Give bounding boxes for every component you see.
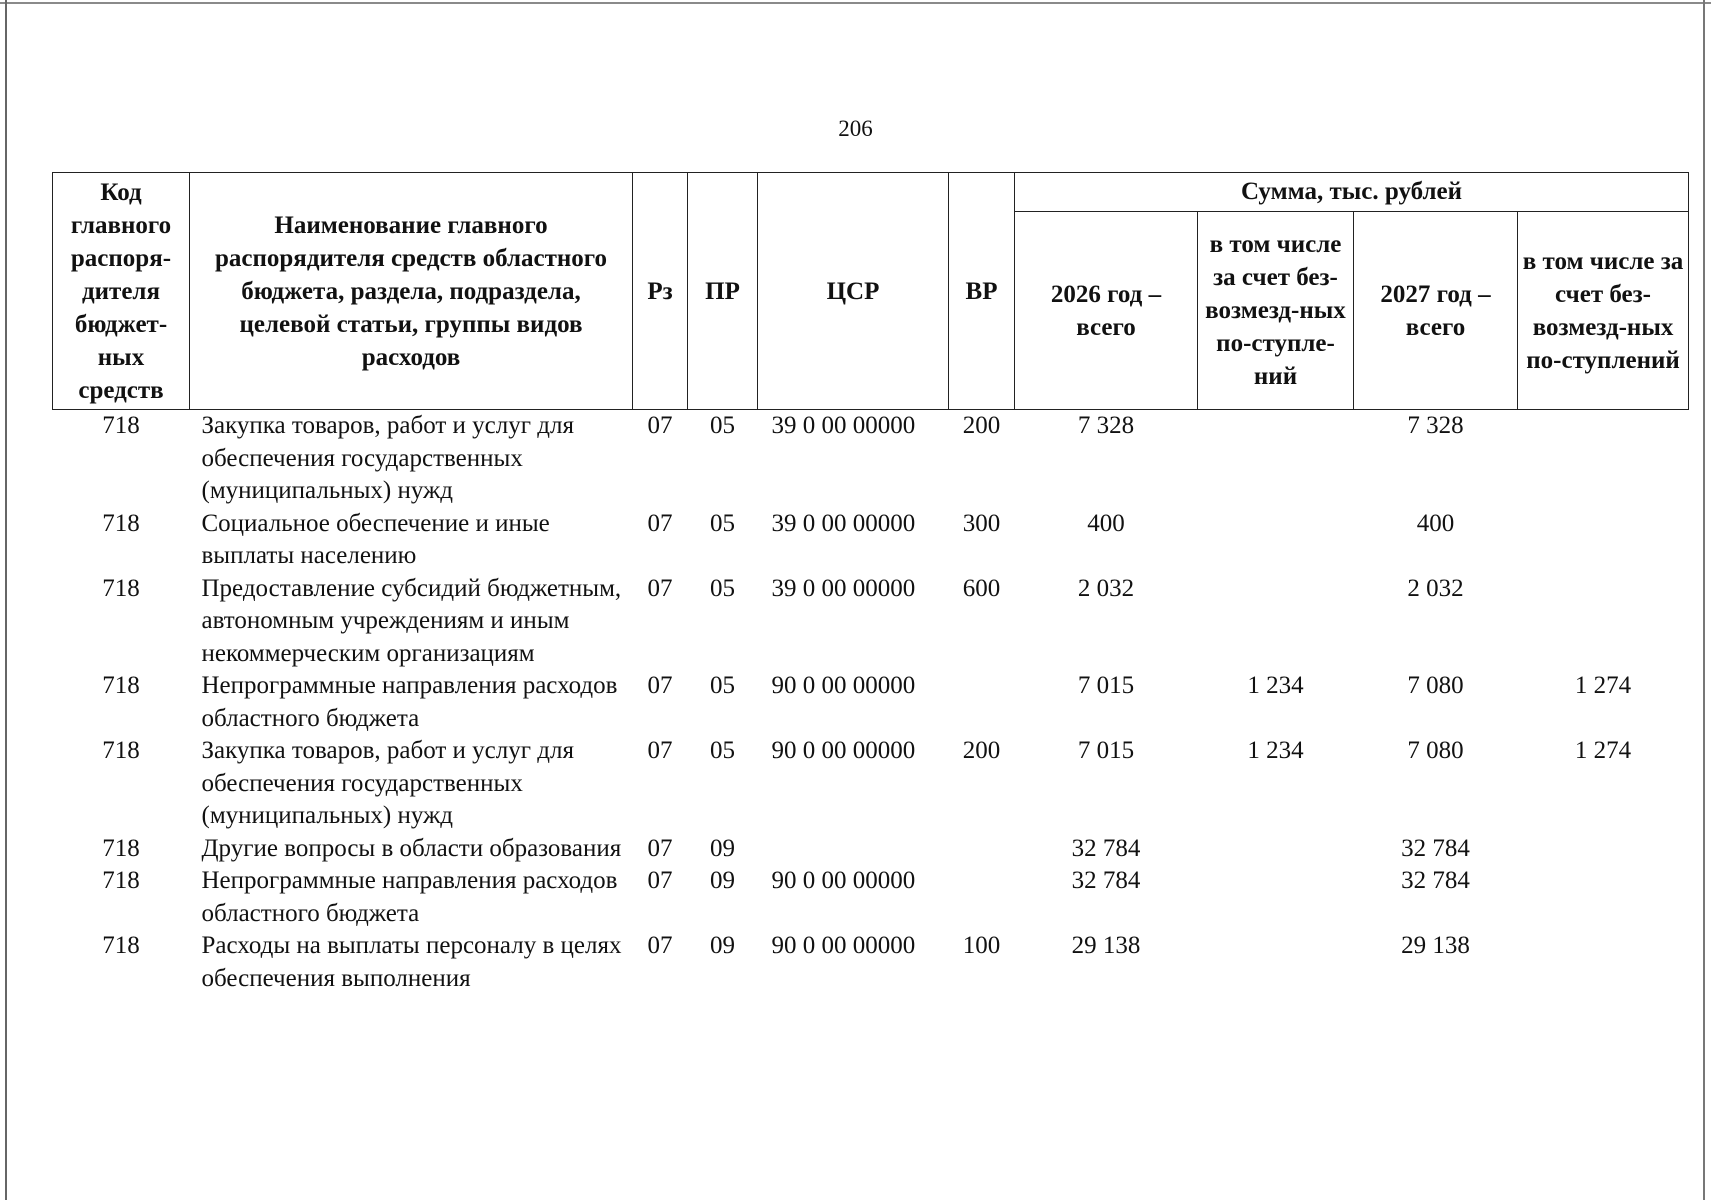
cell-rz: 07 [647,737,673,764]
cell-2026-total: 32 784 [1071,834,1141,862]
cell-name: Расходы на выплаты персоналу в целях обеспечения выполнения [201,932,622,992]
cell-code: 718 [102,834,140,862]
cell-code: 718 [102,509,140,537]
table-row [53,573,1689,671]
cell-2026-free [1198,410,1354,508]
cell-rz: 07 [647,932,673,959]
cell-rz: 07 [647,834,673,862]
cell-2026-total: 7 328 [1077,412,1135,439]
cell-csr: 39 0 00 00000 [771,412,916,439]
cell-2027-total: 2 032 [1407,574,1464,602]
cell-vr: 200 [962,737,1001,764]
cell-2027-free: 1 274 [1574,672,1632,699]
cell-pr: 05 [710,509,735,537]
header-vr: ВР [949,173,1015,410]
cell-2026-free [1198,865,1354,930]
cell-pr: 09 [710,834,735,862]
header-pr: ПР [688,173,758,410]
table-row [53,735,1689,833]
cell-name: Закупка товаров, работ и услуг для обеспечения государственных (муниципальных) нужд [201,737,574,829]
cell-pr: 09 [710,932,735,959]
cell-2026-free [1198,833,1354,866]
table-row [53,670,1689,735]
header-2026-total: 2026 год – всего [1015,212,1198,410]
cell-rz: 07 [647,672,673,699]
cell-pr: 05 [710,412,735,439]
page-number: 206 [838,116,873,141]
cell-2026-free: 1 234 [1247,737,1304,764]
cell-pr: 05 [710,737,735,764]
cell-2026-free [1198,573,1354,671]
cell-vr: 200 [962,412,1001,439]
cell-vr: 600 [962,574,1001,602]
cell-rz: 07 [647,574,673,602]
cell-name: Предоставление субсидий бюджетным, автономным учреждениям и иным некоммерческим организациям [201,574,622,667]
cell-vr: 300 [962,509,1001,537]
table-body [53,410,1689,996]
cell-name: Другие вопросы в области образования [201,834,622,862]
cell-csr: 39 0 00 00000 [771,574,916,602]
cell-vr: 100 [962,932,1001,959]
cell-2027-total: 7 328 [1407,412,1464,439]
cell-pr: 05 [710,672,735,699]
table-header [53,173,1689,410]
table-row [53,930,1689,995]
cell-csr: 39 0 00 00000 [771,509,916,537]
cell-2026-total: 32 784 [1071,867,1141,894]
cell-2026-free [1198,930,1354,995]
cell-code: 718 [102,932,140,959]
cell-2027-free [1518,930,1689,995]
table-row [53,410,1689,508]
cell-vr [949,833,1015,866]
cell-2026-free: 1 234 [1247,672,1304,699]
cell-rz: 07 [647,867,673,894]
cell-vr [949,865,1015,930]
cell-csr [758,833,949,866]
header-name: Наименование главного распорядителя средств областного бюджета, раздела, подраздела, целевой статьи, группы видов расходов [190,173,633,410]
cell-vr [949,670,1015,735]
cell-2027-total: 7 080 [1407,737,1464,764]
cell-2027-total: 32 784 [1401,834,1470,862]
cell-2027-total: 32 784 [1401,867,1470,894]
cell-csr: 90 0 00 00000 [771,672,916,699]
cell-2026-total: 2 032 [1077,574,1135,602]
cell-2027-free [1518,410,1689,508]
cell-code: 718 [102,672,140,699]
cell-2026-total: 7 015 [1077,672,1135,699]
cell-2027-free [1518,833,1689,866]
cell-pr: 05 [710,574,735,602]
cell-code: 718 [102,867,140,894]
scan-edge-right [1703,0,1705,1200]
cell-2026-total: 7 015 [1077,737,1135,764]
cell-code: 718 [102,412,140,439]
cell-2027-free [1518,573,1689,671]
table-row [53,865,1689,930]
header-sum-group: Сумма, тыс. рублей [1015,173,1689,212]
cell-2027-total: 29 138 [1401,932,1470,959]
cell-name: Непрограммные направления расходов областного бюджета [201,867,618,927]
cell-code: 718 [102,737,140,764]
table-row [53,833,1689,866]
cell-csr: 90 0 00 00000 [771,932,916,959]
cell-name: Непрограммные направления расходов областного бюджета [201,672,618,732]
header-csr: ЦСР [758,173,949,410]
header-code: Код главного распоря-дителя бюджет-ных средств [53,173,190,410]
cell-name: Закупка товаров, работ и услуг для обеспечения государственных (муниципальных) нужд [201,412,574,504]
table-row [53,508,1689,573]
cell-2027-free: 1 274 [1574,737,1632,764]
scan-edge-top [0,2,1711,4]
cell-2027-free [1518,508,1689,573]
cell-2026-total: 400 [1087,509,1125,537]
cell-2027-free [1518,865,1689,930]
cell-2026-free [1198,508,1354,573]
cell-2027-total: 7 080 [1407,672,1464,699]
cell-rz: 07 [647,509,673,537]
header-2027-free: в том числе за счет без-возмезд-ных по-ступлений [1518,212,1689,410]
scan-edge-left [5,0,7,1200]
cell-pr: 09 [710,867,735,894]
header-2026-free: в том числе за счет без-возмезд-ных по-ступле-ний [1198,212,1354,410]
cell-name: Социальное обеспечение и иные выплаты населению [201,509,550,569]
header-rz: Рз [633,173,688,410]
cell-csr: 90 0 00 00000 [771,867,916,894]
cell-csr: 90 0 00 00000 [771,737,916,764]
cell-2027-total: 400 [1416,509,1455,537]
cell-code: 718 [102,574,140,602]
budget-table [52,172,1689,995]
cell-rz: 07 [647,412,673,439]
cell-2026-total: 29 138 [1071,932,1141,959]
header-2027-total: 2027 год – всего [1354,212,1518,410]
